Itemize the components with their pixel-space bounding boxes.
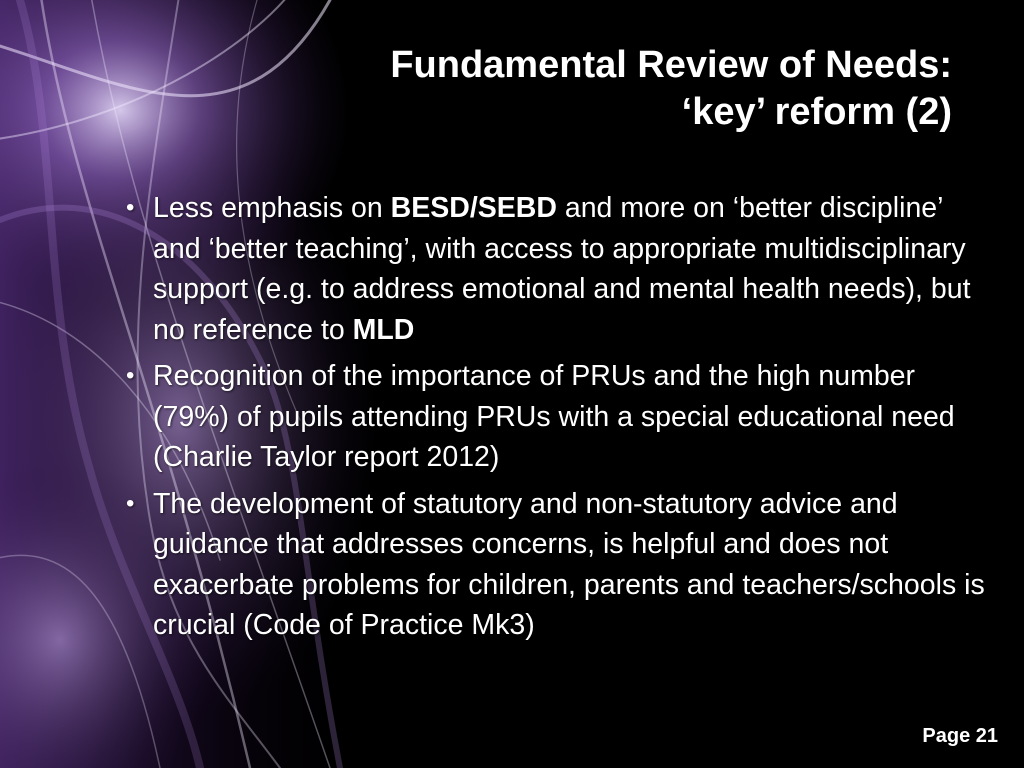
bullet-text: Less emphasis on (153, 192, 391, 224)
bullet-list (126, 188, 986, 652)
bullet-item (126, 356, 986, 478)
bullet-icon: • (126, 194, 135, 221)
bullet-icon: • (126, 362, 135, 389)
bullet-icon: • (126, 489, 135, 517)
page-number: Page 21 (922, 725, 998, 747)
title-line-1: Fundamental Review of Needs: (390, 44, 952, 86)
title-line-2: ‘key’ reform (2) (681, 91, 952, 133)
bullet-item (126, 188, 986, 350)
bullet-text: and more on ‘better discipline’ and ‘better teaching’, with access to appropriate multidisciplinary support (e.g. to address emotional and mental health needs), but no reference to (153, 192, 971, 346)
bullet-text: The development of statutory and non-statutory advice and guidance that addresses concerns, is helpful and does not exacerbate problems for children, parents and teachers/schools is crucial (Code of Practice Mk3) (153, 487, 985, 641)
bullet-item (126, 484, 986, 646)
bullet-text: Recognition of the importance of PRUs and the high number (79%) of pupils attending PRUs with a special educational need (Charlie Taylor report 2012) (153, 360, 955, 473)
bullet-emphasis: BESD/SEBD (390, 192, 557, 224)
slide-title (192, 42, 952, 136)
bullet-emphasis: MLD (352, 313, 415, 346)
